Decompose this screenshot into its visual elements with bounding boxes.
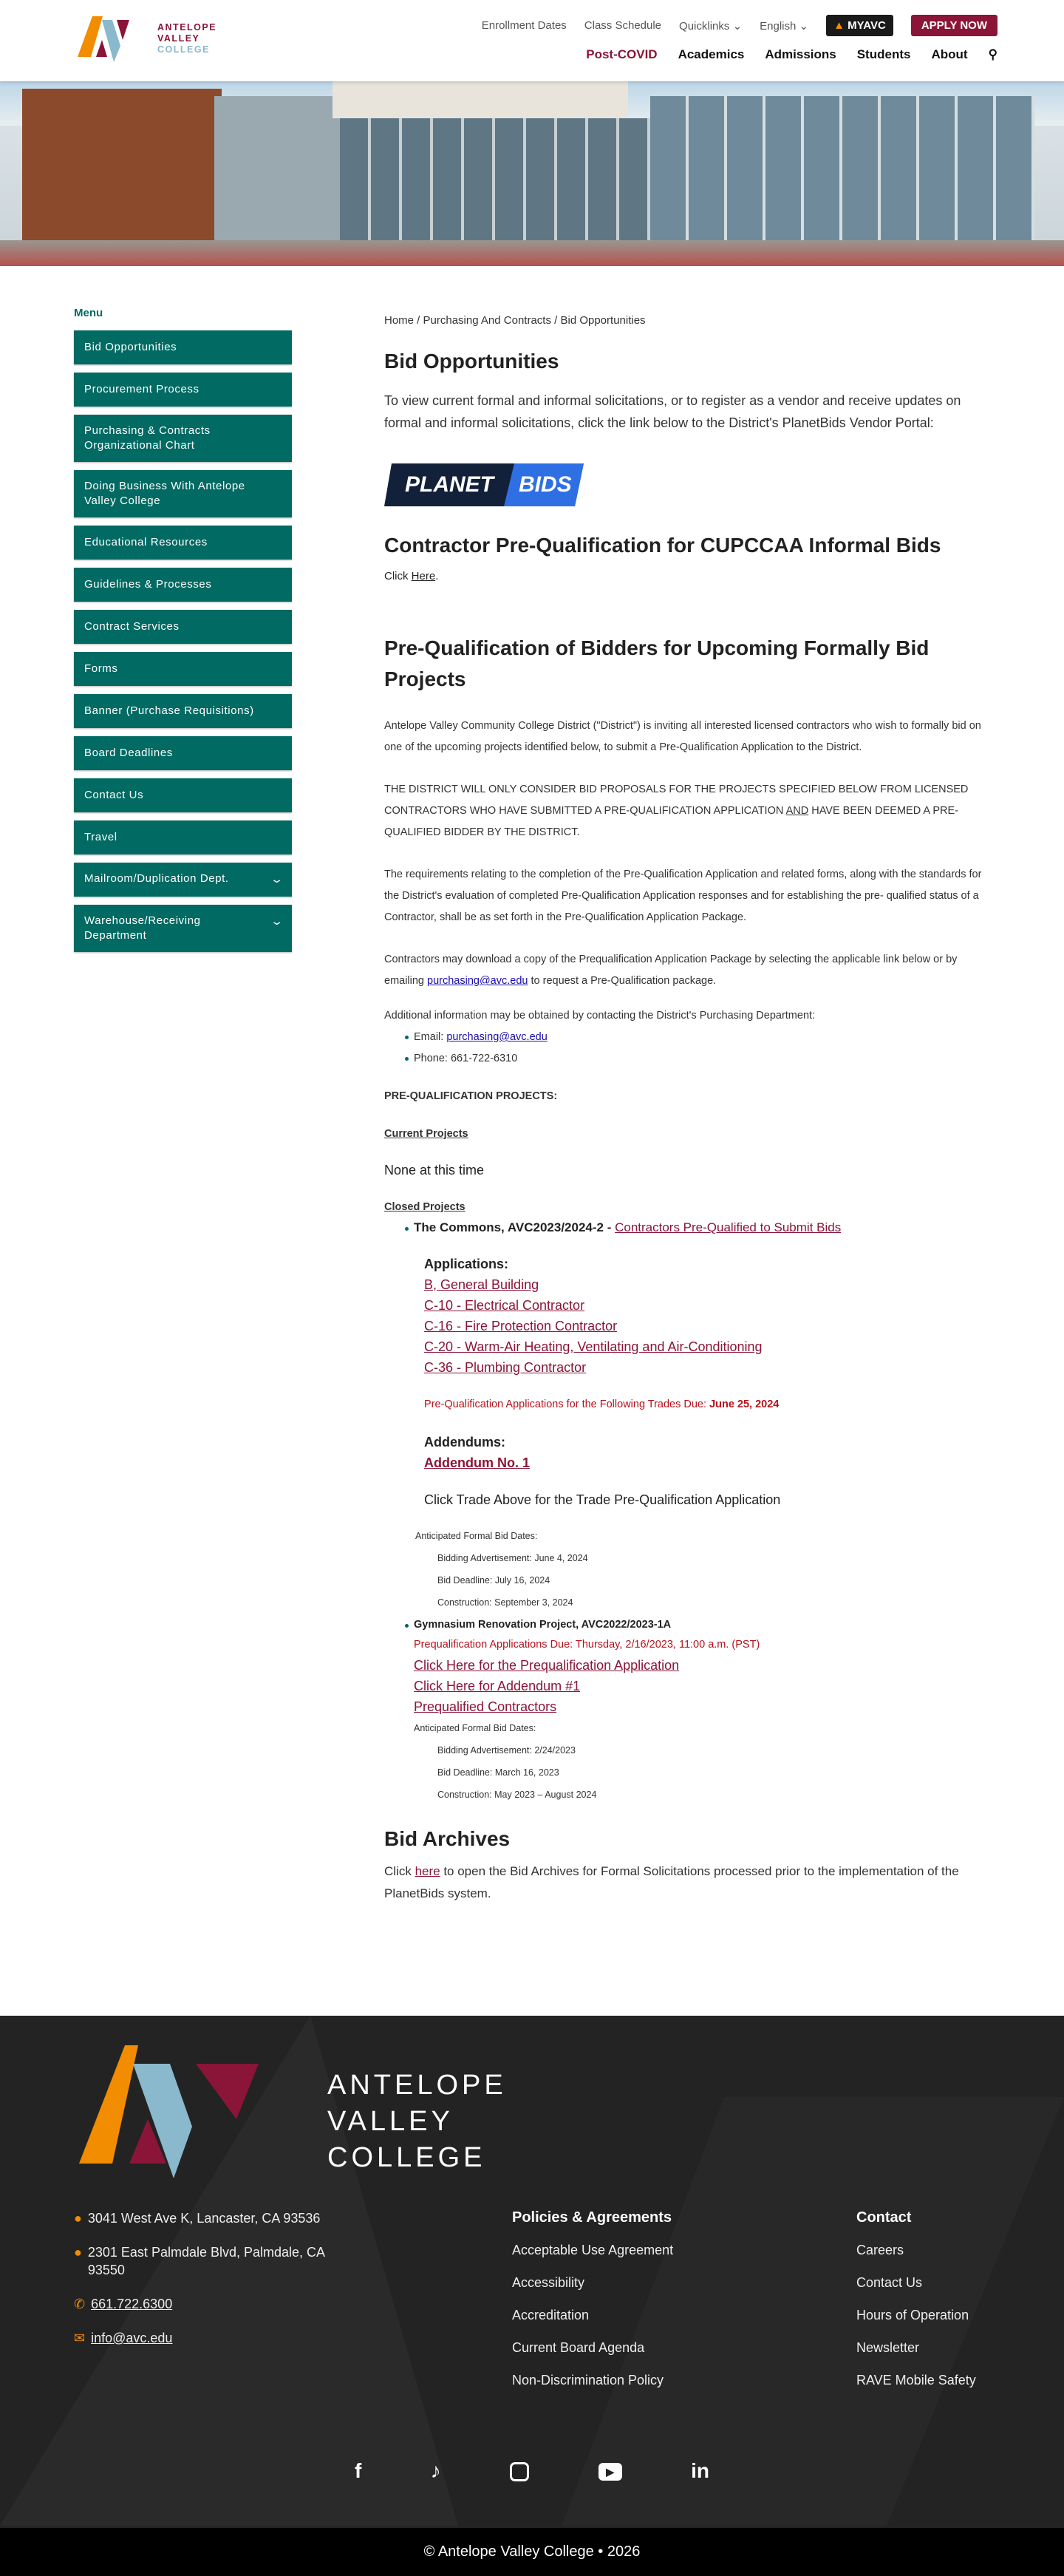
apply-now-button[interactable]: APPLY NOW [911, 15, 998, 36]
archives-text: to open the Bid Archives for Formal Solicitations processed prior to the implementation of the PlanetBids system. [384, 1864, 959, 1900]
commons-dates [415, 1525, 990, 1614]
class-schedule-link[interactable]: Class Schedule [584, 19, 662, 32]
sidebar-item-label: Forms [84, 662, 118, 675]
sidebar-item-label: Contact Us [84, 789, 144, 801]
planetbids-logo-link[interactable] [384, 463, 584, 506]
nav-about[interactable]: About [931, 47, 968, 61]
sidebar-item-label: Board Deadlines [84, 747, 173, 759]
enrollment-dates-link[interactable]: Enrollment Dates [481, 19, 567, 32]
commons-prequalified-link[interactable]: Contractors Pre-Qualified to Submit Bids [615, 1220, 842, 1234]
sidebar-item[interactable] [74, 568, 292, 602]
date-line: Bidding Advertisement: June 4, 2024 [437, 1553, 588, 1563]
footer-link[interactable]: Current Board Agenda [512, 2340, 645, 2355]
footer-link[interactable]: Accreditation [512, 2308, 590, 2322]
map-pin-icon: ● [74, 2211, 82, 2226]
sidebar-item[interactable] [74, 694, 292, 728]
email-label: Email: [414, 1031, 447, 1043]
bid-archives-text [384, 1860, 990, 1905]
click-text: Click [384, 570, 412, 582]
sidebar-item[interactable] [74, 820, 292, 854]
p4-text: Contractors may download a copy of the Prequalification Application Package by selecting the applicable link below or by emailing [384, 954, 958, 987]
avc-logo-mark-icon [78, 16, 151, 62]
sidebar-menu [74, 307, 292, 960]
footer-link[interactable]: Hours of Operation [856, 2308, 969, 2322]
footer-link[interactable]: Careers [856, 2243, 904, 2257]
additional-info: Additional information may be obtained by contacting the District's Purchasing Department: [384, 1010, 816, 1022]
policies-column [512, 2209, 673, 2405]
social-links [355, 2459, 709, 2483]
period: . [435, 570, 439, 582]
footer-link[interactable]: Contact Us [856, 2275, 923, 2290]
logo-line: COLLEGE [327, 2142, 486, 2173]
p4-text: to request a Pre-Qualification package. [528, 975, 717, 987]
prequal-paragraph-1: Antelope Valley Community College District ("District") is inviting all interested licensed contractors who wish to formally bid on one of the upcoming projects identified below, to submit a Pre-Qualification Application to the District. [384, 720, 981, 753]
nav-admissions[interactable]: Admissions [765, 47, 836, 61]
quicklinks-label: Quicklinks [679, 19, 730, 33]
p2-and: AND [785, 805, 809, 817]
quicklinks-dropdown[interactable] [679, 19, 742, 33]
logo-line: COLLEGE [157, 44, 210, 55]
address-palmdale [74, 2243, 355, 2279]
due-date: June 25, 2024 [709, 1399, 780, 1410]
p2-text: THE DISTRICT WILL ONLY CONSIDER BID PROPOSALS FOR THE PROJECTS SPECIFIED BELOW FROM LICENSED CONTRACTORS WHO HAVE SUBMITTED A PRE-QUALIFICATION APPLICATION [384, 784, 969, 817]
avc-logo[interactable] [78, 16, 225, 61]
sidebar-item-label: Mailroom/Duplication Dept. [84, 872, 229, 885]
logo-line: VALLEY [327, 2106, 454, 2137]
projects-heading: PRE-QUALIFICATION PROJECTS: [384, 1090, 558, 1102]
footer-email [74, 2329, 355, 2347]
footer-link[interactable]: RAVE Mobile Safety [856, 2373, 976, 2388]
avc-logo-icon: ▲ [833, 19, 845, 32]
sidebar-item[interactable] [74, 736, 292, 770]
footer-link[interactable]: Accessibility [512, 2275, 585, 2290]
gym-prequalified-contractors-link[interactable]: Prequalified Contractors [414, 1699, 557, 1714]
breadcrumb-current: Bid Opportunities [560, 314, 646, 327]
phone-icon: ✆ [74, 2297, 86, 2311]
footer-link[interactable]: Non-Discrimination Policy [512, 2373, 664, 2388]
date-line: Bid Deadline: March 16, 2023 [437, 1767, 559, 1778]
chevron-down-icon[interactable]: ⌄ [269, 915, 284, 927]
logo-line: ANTELOPE [327, 2070, 507, 2101]
main-nav [586, 47, 998, 62]
policies-heading: Policies & Agreements [512, 2209, 672, 2226]
contact-phone-item: Phone: 661-722-6310 [405, 1048, 990, 1070]
date-line: Bid Deadline: July 16, 2024 [437, 1575, 550, 1586]
sidebar-item-label: Travel [84, 831, 117, 843]
application-link[interactable]: C-36 - Plumbing Contractor [424, 1360, 587, 1375]
sidebar-item[interactable] [74, 415, 292, 462]
cupccaa-heading: Contractor Pre-Qualification for CUPCCAA Informal Bids [384, 534, 941, 557]
facebook-icon[interactable]: f [355, 2459, 362, 2482]
chevron-down-icon: ⌄ [732, 19, 743, 33]
footer-phone [74, 2295, 355, 2313]
page-title: Bid Opportunities [384, 350, 559, 373]
closed-projects-heading: Closed Projects [384, 1201, 466, 1213]
phone-link[interactable]: 661.722.6300 [91, 2297, 173, 2311]
application-link[interactable]: B, General Building [424, 1277, 539, 1292]
archives-text: Click [384, 1864, 415, 1878]
footer-link[interactable]: Acceptable Use Agreement [512, 2243, 674, 2257]
prequal-heading: Pre-Qualification of Bidders for Upcoming Formally Bid Projects [384, 636, 930, 690]
sidebar-item[interactable] [74, 330, 292, 364]
address-text: 3041 West Ave K, Lancaster, CA 93536 [87, 2211, 321, 2226]
sidebar-item[interactable] [74, 778, 292, 812]
sidebar-item[interactable] [74, 526, 292, 560]
gym-prequal-application-link[interactable]: Click Here for the Prequalification Application [414, 1658, 680, 1673]
nav-academics[interactable]: Academics [678, 47, 745, 61]
sidebar-item[interactable] [74, 905, 292, 952]
myavc-button[interactable] [826, 15, 893, 36]
contact-heading: Contact [856, 2209, 912, 2226]
envelope-icon: ✉ [74, 2331, 86, 2345]
sidebar-item[interactable] [74, 610, 292, 644]
sidebar-item-label: Procurement Process [84, 383, 200, 395]
search-icon[interactable]: ⚲ [988, 47, 998, 61]
sidebar-item[interactable] [74, 652, 292, 686]
planetbids-logo-text: BIDS [519, 472, 572, 497]
gym-dates [414, 1717, 990, 1806]
email-link[interactable]: info@avc.edu [91, 2331, 173, 2345]
due-text: Pre-Qualification Applications for the Following Trades Due: [424, 1399, 710, 1410]
chevron-down-icon[interactable]: ⌄ [269, 873, 284, 885]
contact-column [856, 2209, 976, 2405]
sidebar-item[interactable] [74, 373, 292, 407]
date-line: Construction: May 2023 – August 2024 [437, 1790, 597, 1800]
applications-label: Applications: [424, 1257, 509, 1271]
footer-logo-mark-icon [78, 2045, 321, 2186]
instagram-icon[interactable] [510, 2462, 529, 2481]
prequal-paragraph-2 [384, 779, 990, 843]
dates-label: Anticipated Formal Bid Dates: [414, 1723, 536, 1733]
addendums-label: Addendums: [424, 1435, 505, 1450]
date-line: Construction: September 3, 2024 [437, 1597, 573, 1608]
address-lancaster [74, 2209, 355, 2227]
hero-image [0, 81, 1064, 266]
language-label: English [760, 19, 797, 33]
commons-project [405, 1218, 990, 1237]
cupccaa-text [384, 570, 990, 582]
bid-archives-link[interactable]: here [415, 1864, 440, 1878]
prequal-paragraph-3: The requirements relating to the completion of the Pre-Qualification Application and related forms, along with the standards for the District's evaluation of completed Pre-Qualification Application responses and for establishing the pre- qualified status of a Contractor, shall be as set forth in the Pre-Qualification Application Package. [384, 869, 982, 923]
sidebar-item[interactable] [74, 863, 292, 897]
footer-link[interactable]: Newsletter [856, 2340, 920, 2355]
sidebar-item-label: Bid Opportunities [84, 341, 177, 353]
contact-email-item [405, 1027, 990, 1048]
sidebar-item-label: Guidelines & Processes [84, 578, 212, 591]
gym-addendum-link[interactable]: Click Here for Addendum #1 [414, 1679, 581, 1693]
intro-text: To view current formal and informal solicitations, or to register as a vendor and receive updates on formal and informal solicitations, click the link below to the District's PlanetBids Vendor Portal: [384, 393, 961, 430]
breadcrumb-purchasing[interactable]: Purchasing And Contracts [423, 314, 551, 327]
tiktok-icon[interactable]: ♪ [430, 2459, 441, 2482]
sidebar-item-label: Contract Services [84, 620, 180, 633]
dates-label: Anticipated Formal Bid Dates: [415, 1531, 538, 1541]
sidebar-item-label: Purchasing & Contracts Organizational Chart [84, 424, 211, 452]
site-header [0, 0, 1064, 81]
current-projects-none: None at this time [384, 1163, 485, 1177]
sidebar-item-label: Banner (Purchase Requisitions) [84, 704, 254, 717]
current-projects-heading: Current Projects [384, 1128, 468, 1140]
chevron-down-icon: ⌄ [799, 19, 809, 33]
purchasing-email-link[interactable]: purchasing@avc.edu [427, 975, 528, 987]
language-dropdown[interactable] [760, 19, 808, 33]
application-link[interactable]: C-20 - Warm-Air Heating, Ventilating and Air-Conditioning [424, 1339, 763, 1354]
map-pin-icon: ● [74, 2245, 82, 2260]
sidebar-item-label: Doing Business With Antelope Valley College [84, 480, 245, 507]
sidebar-item-label: Educational Resources [84, 536, 208, 548]
logo-line: ANTELOPE [157, 22, 217, 33]
addendum-1-link[interactable]: Addendum No. 1 [424, 1455, 530, 1470]
address-text: 2301 East Palmdale Blvd, Palmdale, CA 93550 [87, 2245, 325, 2277]
p2-text: HAVE BEEN DEEMED A PRE-QUALIFIED BIDDER BY THE DISTRICT. [384, 805, 958, 838]
application-link[interactable]: C-10 - Electrical Contractor [424, 1298, 585, 1313]
date-line: Bidding Advertisement: 2/24/2023 [437, 1745, 576, 1756]
breadcrumb-home[interactable]: Home [384, 314, 415, 327]
main-content [384, 314, 990, 1905]
gym-due: Prequalification Applications Due: Thursday, 2/16/2023, 11:00 a.m. (PST) [414, 1639, 760, 1651]
prequal-paragraph-4 [384, 949, 990, 992]
youtube-icon[interactable]: ▶ [598, 2463, 622, 2481]
cupccaa-here-link[interactable]: Here [411, 570, 436, 582]
menu-label: Menu [74, 307, 103, 319]
footer-logo-text [327, 2067, 507, 2176]
sidebar-item[interactable] [74, 470, 292, 517]
bid-archives-heading: Bid Archives [384, 1827, 511, 1850]
myavc-label: MYAVC [848, 19, 886, 32]
gym-project-title: Gymnasium Renovation Project, AVC2022/2023-1A [405, 1615, 990, 1634]
sidebar-item-label: Warehouse/Receiving Department [84, 914, 201, 942]
logo-line: VALLEY [157, 33, 200, 44]
click-trade-text: Click Trade Above for the Trade Pre-Qualification Application [424, 1492, 781, 1507]
site-footer [0, 2016, 1064, 2528]
application-link[interactable]: C-16 - Fire Protection Contractor [424, 1319, 618, 1333]
contact-email-link[interactable]: purchasing@avc.edu [446, 1031, 548, 1043]
commons-title: The Commons, AVC2023/2024-2 - [414, 1220, 615, 1234]
nav-students[interactable]: Students [856, 47, 911, 61]
commons-due [424, 1394, 990, 1416]
linkedin-icon[interactable]: in [691, 2459, 709, 2482]
breadcrumb: Home / Purchasing And Contracts / Bid Opportunities [384, 314, 646, 327]
nav-post-covid[interactable]: Post-COVID [586, 47, 658, 61]
copyright-bar: © Antelope Valley College • 2026 [0, 2528, 1064, 2576]
planetbids-logo-text: PLANET [405, 472, 494, 497]
